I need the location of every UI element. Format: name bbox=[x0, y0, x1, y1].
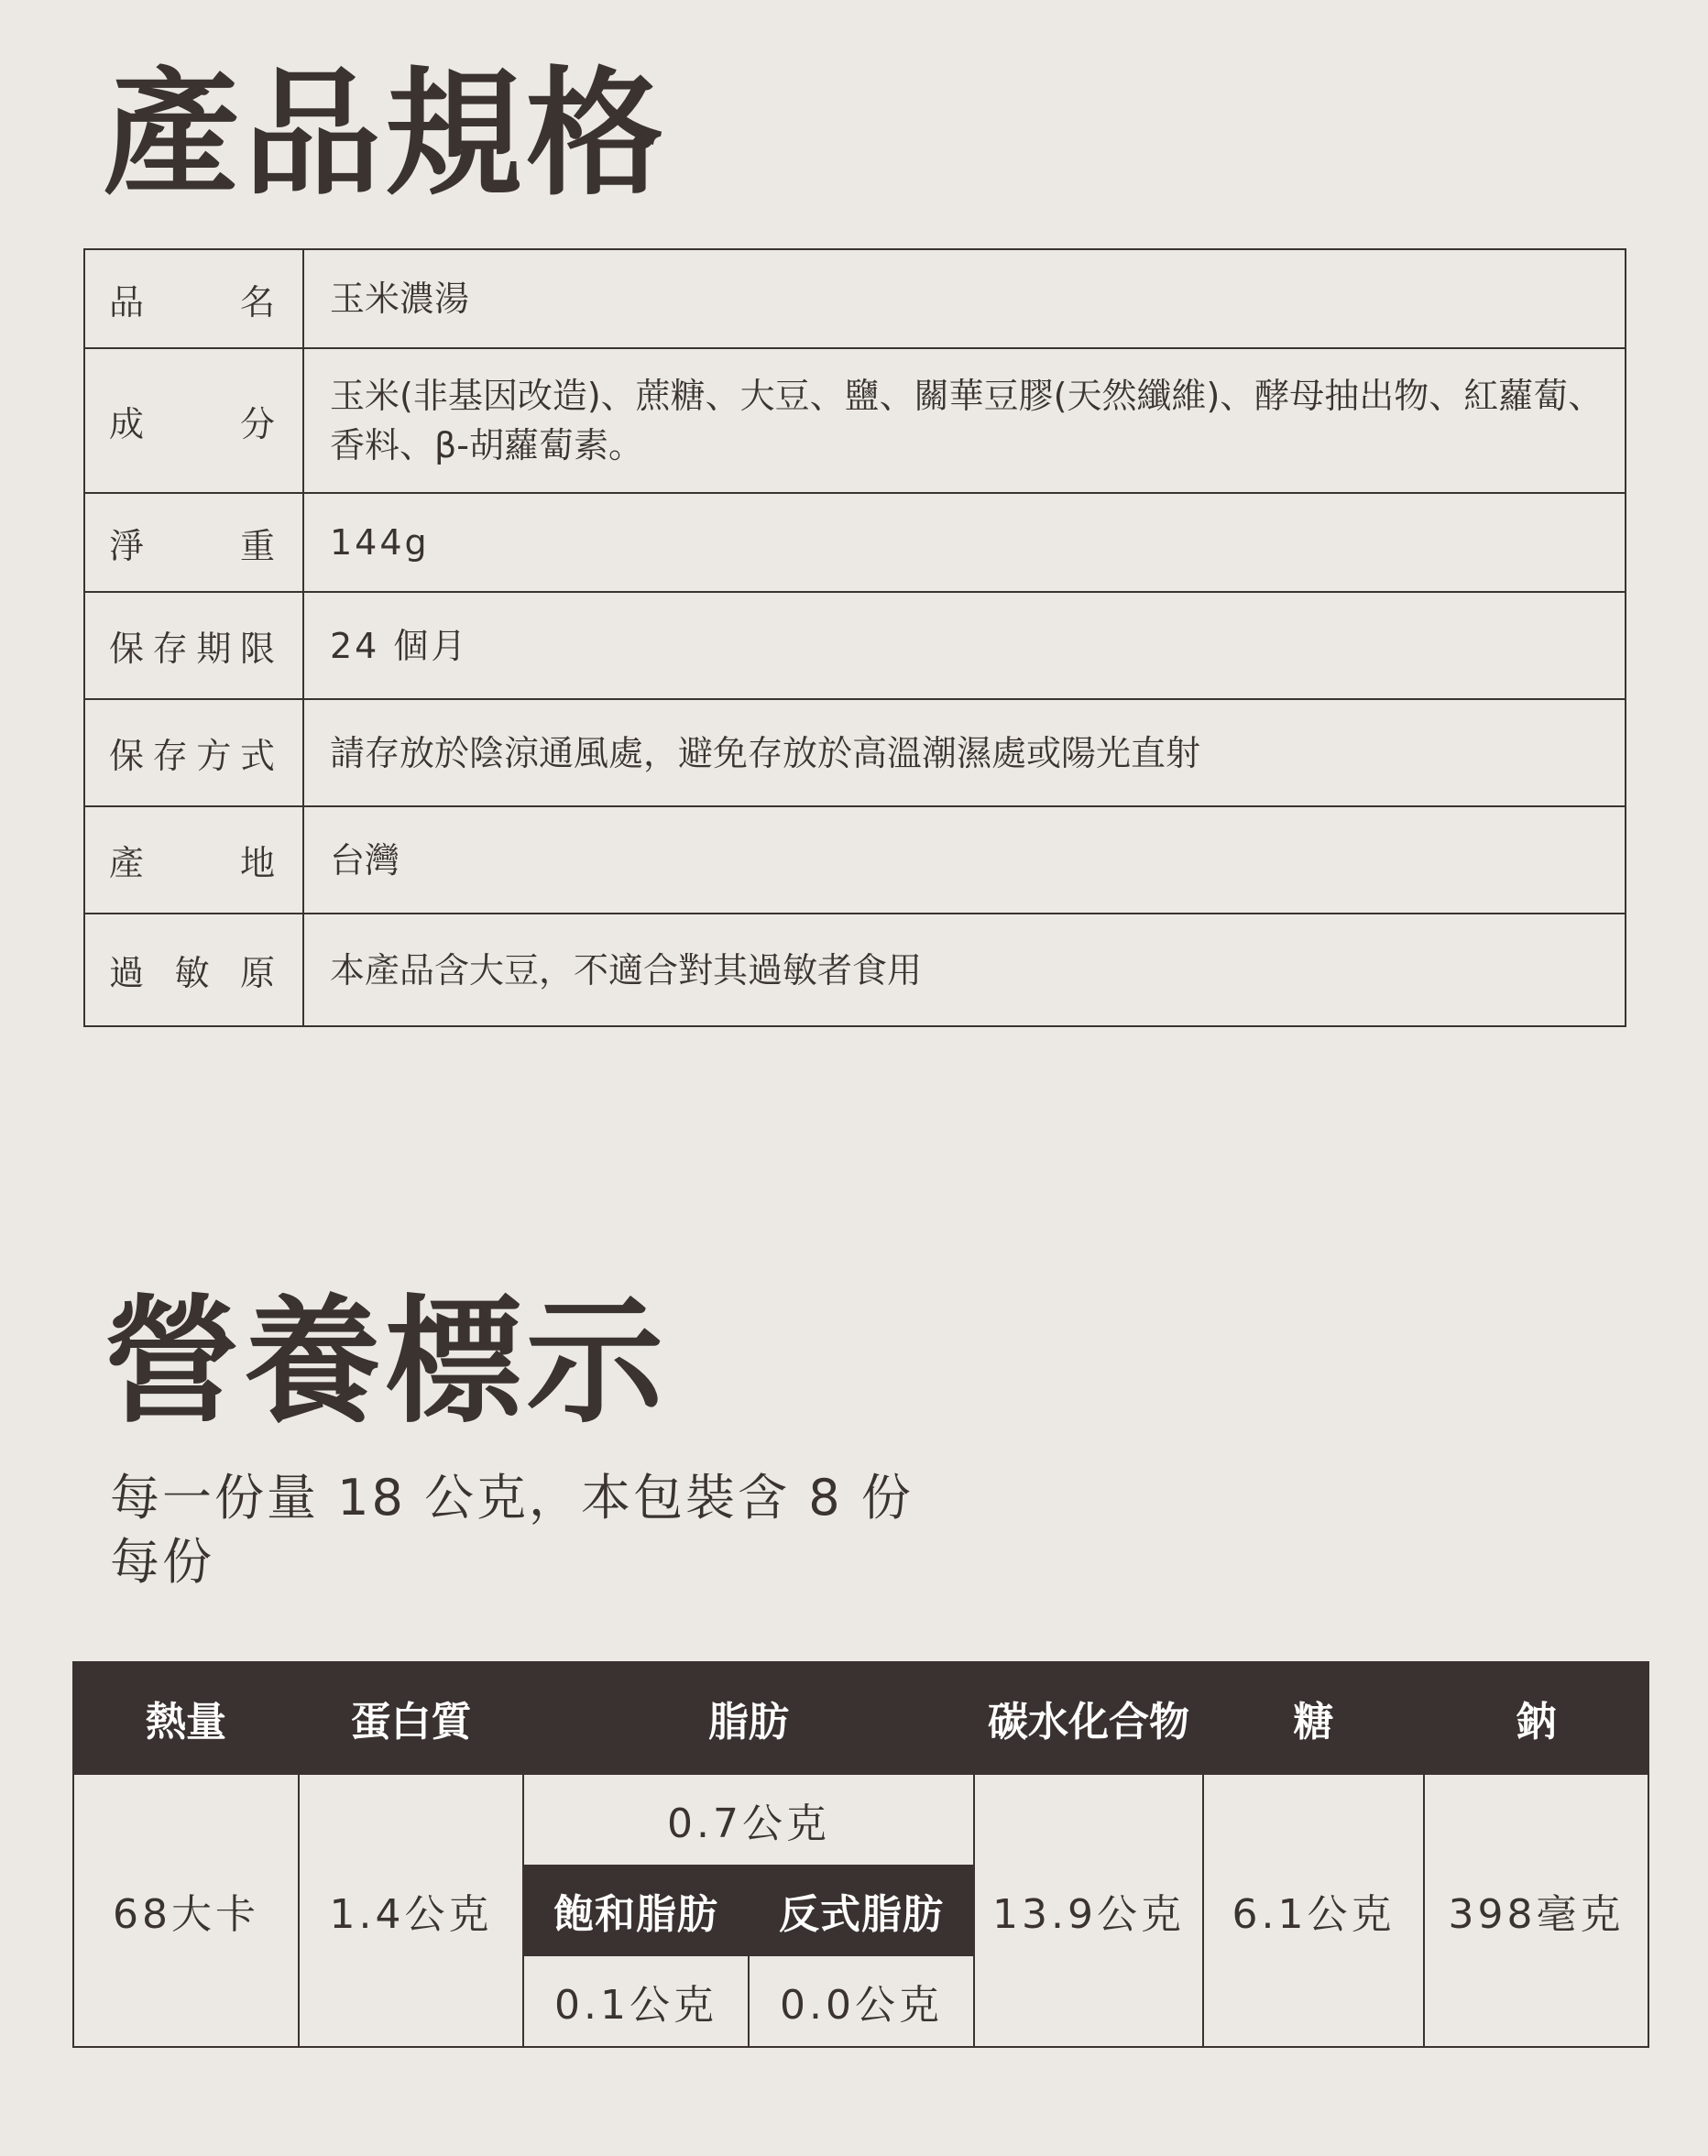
spec-value: 本產品含大豆，不適合對其過敏者食用 bbox=[303, 914, 1626, 1026]
spec-row-weight bbox=[84, 493, 1626, 592]
value-carbs: 13.9公克 bbox=[974, 1774, 1203, 2047]
spec-row-storage bbox=[84, 699, 1626, 806]
spec-value: 台灣 bbox=[303, 806, 1626, 914]
header-carbs: 碳水化合物 bbox=[974, 1662, 1203, 1774]
spec-row-ingredients bbox=[84, 348, 1626, 493]
serving-size: 每一份量 18 公克，本包裝含 8 份 bbox=[110, 1469, 914, 1527]
serving-info bbox=[110, 1466, 914, 1594]
spec-value: 144g bbox=[303, 493, 1626, 592]
value-sodium: 398毫克 bbox=[1424, 1774, 1648, 2047]
per-serving-label: 每份 bbox=[110, 1533, 214, 1591]
header-protein: 蛋白質 bbox=[299, 1662, 523, 1774]
header-trans-fat: 反式脂肪 bbox=[749, 1866, 974, 1955]
header-calories: 熱量 bbox=[73, 1662, 299, 1774]
spec-table bbox=[83, 248, 1626, 1027]
spec-label: 產地 bbox=[84, 806, 303, 914]
nutrition-title: 營養標示 bbox=[103, 1283, 668, 1442]
header-sodium: 鈉 bbox=[1424, 1662, 1648, 1774]
value-fat: 0.7公克 bbox=[523, 1774, 974, 1866]
value-saturated-fat: 0.1公克 bbox=[523, 1955, 749, 2047]
spec-value: 玉米濃湯 bbox=[303, 249, 1626, 348]
header-sugar: 糖 bbox=[1203, 1662, 1424, 1774]
spec-title: 產品規格 bbox=[103, 55, 668, 214]
header-saturated-fat: 飽和脂肪 bbox=[523, 1866, 749, 1955]
header-fat: 脂肪 bbox=[523, 1662, 974, 1774]
value-calories: 68大卡 bbox=[73, 1774, 299, 2047]
spec-value: 24 個月 bbox=[303, 592, 1626, 699]
value-trans-fat: 0.0公克 bbox=[749, 1955, 974, 2047]
spec-label: 保存方式 bbox=[84, 699, 303, 806]
spec-label: 品名 bbox=[84, 249, 303, 348]
nutrition-table bbox=[72, 1661, 1649, 2048]
spec-row-origin bbox=[84, 806, 1626, 914]
value-protein: 1.4公克 bbox=[299, 1774, 523, 2047]
spec-label: 保存期限 bbox=[84, 592, 303, 699]
spec-row-shelf-life bbox=[84, 592, 1626, 699]
spec-value: 玉米(非基因改造)、蔗糖、大豆、鹽、關華豆膠(天然纖維)、酵母抽出物、紅蘿蔔、香料、β-胡蘿蔔素。 bbox=[303, 348, 1626, 493]
nutrition-row bbox=[73, 1774, 1648, 1866]
nutrition-header-row bbox=[73, 1662, 1648, 1774]
spec-row-allergen bbox=[84, 914, 1626, 1026]
spec-value: 請存放於陰涼通風處，避免存放於高溫潮濕處或陽光直射 bbox=[303, 699, 1626, 806]
spec-label: 淨重 bbox=[84, 493, 303, 592]
spec-label: 成分 bbox=[84, 348, 303, 493]
value-sugar: 6.1公克 bbox=[1203, 1774, 1424, 2047]
spec-row-name bbox=[84, 249, 1626, 348]
spec-label: 過敏原 bbox=[84, 914, 303, 1026]
